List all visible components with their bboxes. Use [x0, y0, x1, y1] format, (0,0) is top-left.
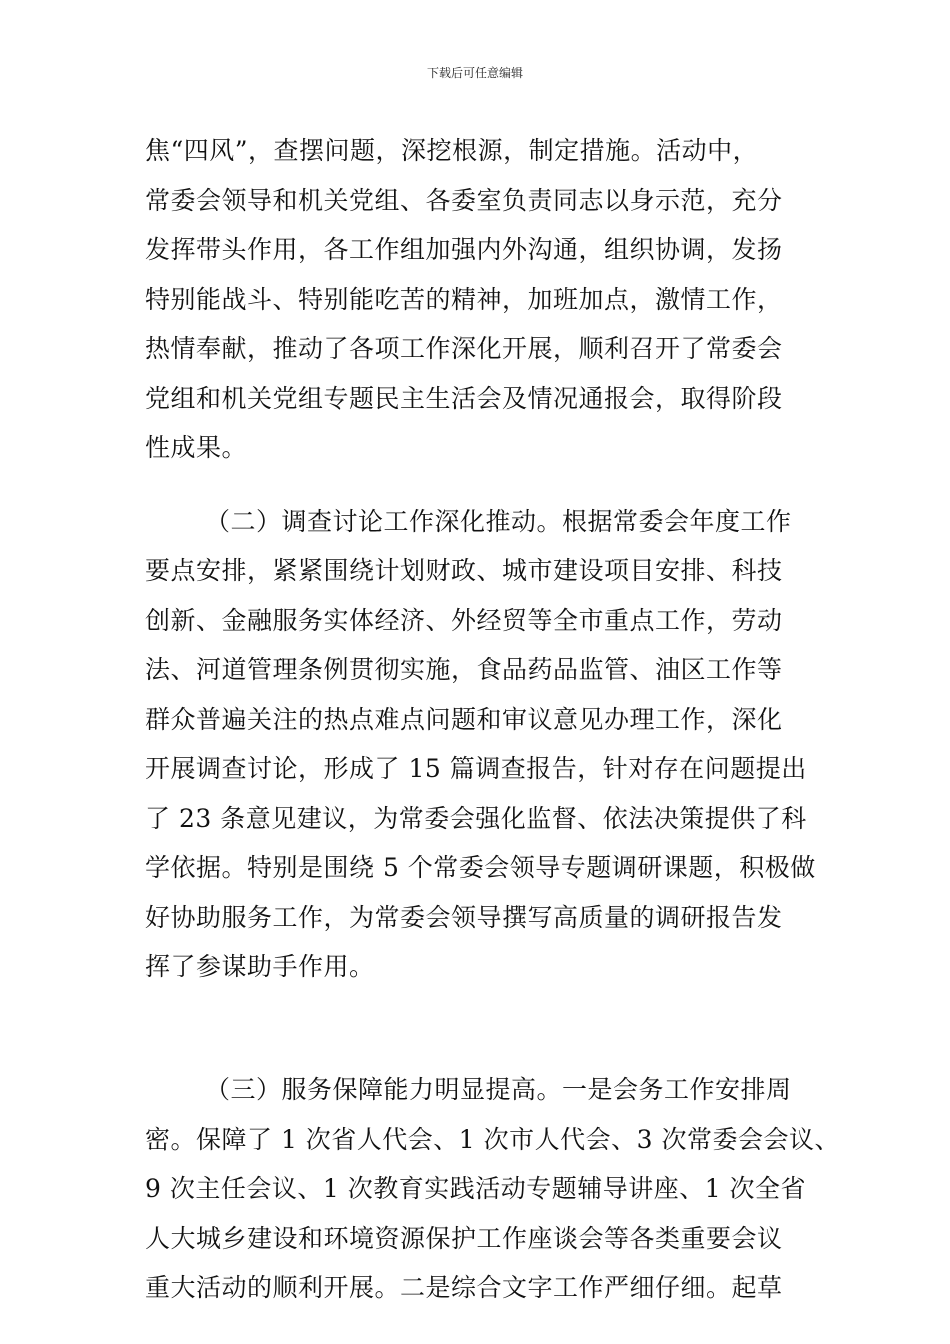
text-line: 9 次主任会议、1 次教育实践活动专题辅导讲座、1 次全省: [145, 1174, 807, 1203]
text-line: 群众普遍关注的热点难点问题和审议意见办理工作，深化: [145, 704, 783, 734]
text-line: （三）服务保障能力明显提高。一是会务工作安排周: [205, 1075, 792, 1104]
paragraph-1: [145, 126, 825, 473]
paragraph-spacer: [145, 1041, 825, 1065]
paragraph-2: [145, 497, 825, 1042]
text-line: 常委会领导和机关党组、各委室负责同志以身示范，充分: [145, 185, 783, 215]
paragraph-3: [145, 1065, 841, 1313]
paragraph-spacer: [145, 473, 825, 497]
document-body: [145, 126, 841, 1313]
text-line: 焦“四风”，查摆问题，深挖根源，制定措施。活动中，: [145, 136, 759, 165]
text-line: 开展调查讨论，形成了 15 篇调查报告，针对存在问题提出: [145, 754, 807, 783]
text-line: 人大城乡建设和环境资源保护工作座谈会等各类重要会议: [145, 1223, 783, 1253]
page-header: 下载后可任意编辑: [426, 66, 523, 80]
text-line: 了 23 条意见建议，为常委会强化监督、依法决策提供了科: [145, 803, 807, 833]
text-line: [145, 992, 825, 1042]
text-line: 密。保障了 1 次省人代会、1 次市人代会、3 次常委会会议、: [145, 1124, 841, 1154]
text-line: 挥了参谋助手作用。: [145, 952, 375, 981]
text-line: 要点安排，紧紧围绕计划财政、城市建设项目安排、科技: [145, 556, 783, 585]
text-line: 学依据。特别是围绕 5 个常委会领导专题调研课题，积极做: [145, 853, 816, 882]
text-line: 党组和机关党组专题民主生活会及情况通报会，取得阶段: [145, 383, 783, 413]
text-line: 性成果。: [145, 433, 248, 462]
text-line: 创新、金融服务实体经济、外经贸等全市重点工作，劳动: [145, 605, 783, 635]
text-line: 法、河道管理条例贯彻实施，食品药品监管、油区工作等: [145, 655, 783, 684]
text-line: 热情奉献，推动了各项工作深化开展，顺利召开了常委会: [145, 334, 783, 363]
text-line: 特别能战斗、特别能吃苦的精神，加班加点，激情工作，: [145, 284, 783, 314]
text-line: 发挥带头作用，各工作组加强内外沟通，组织协调，发扬: [145, 235, 783, 264]
text-line: （二）调查讨论工作深化推动。根据常委会年度工作: [205, 506, 792, 536]
text-line: 重大活动的顺利开展。二是综合文字工作严细仔细。起草: [145, 1273, 783, 1302]
text-line: 好协助服务工作，为常委会领导撰写高质量的调研报告发: [145, 902, 783, 932]
